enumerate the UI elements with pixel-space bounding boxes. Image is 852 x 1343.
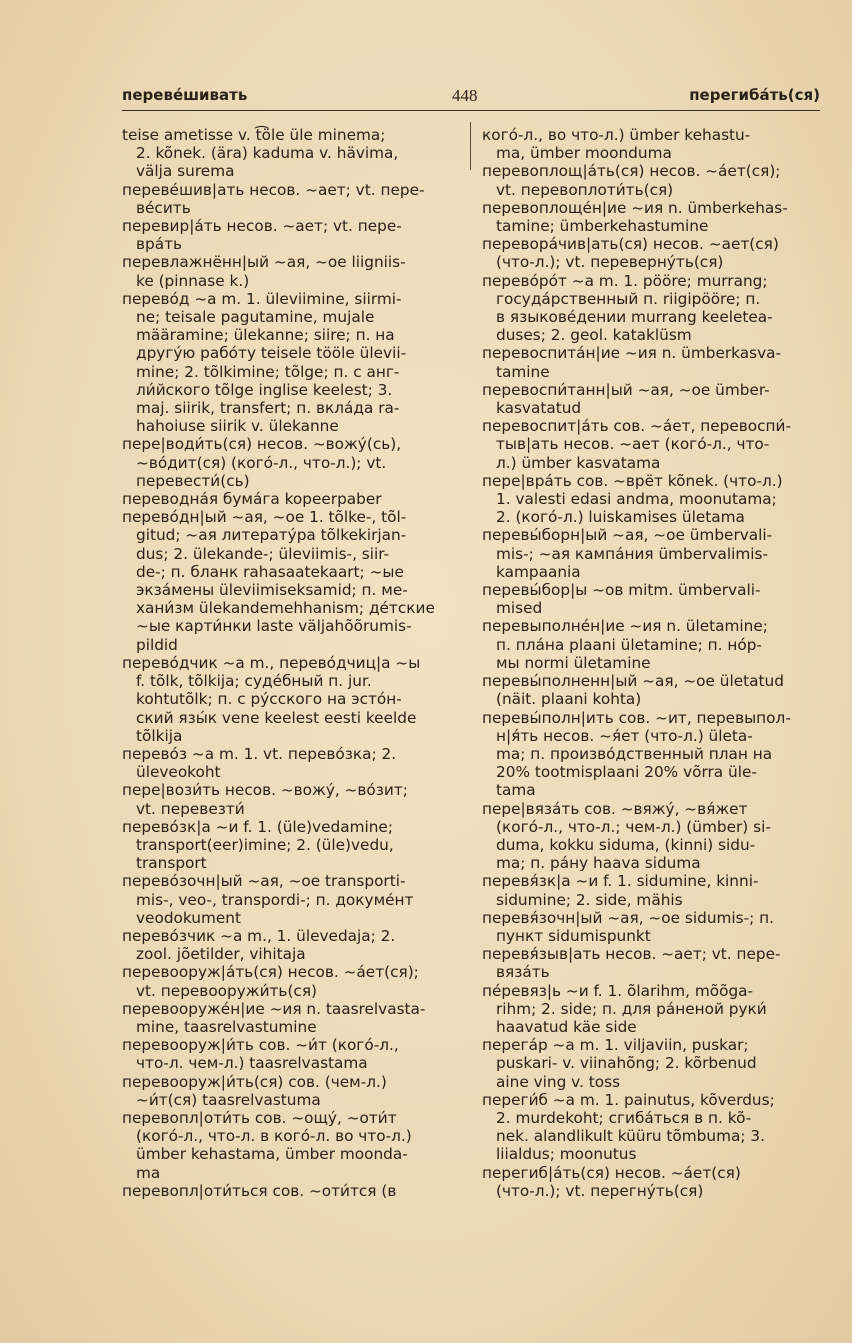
entry-line: тыв|ать несов. ~ает (кого́-л., что- (496, 435, 770, 454)
entry-line: ma; п. ра́ну haava siduma (496, 854, 701, 873)
dictionary-entry (122, 508, 462, 654)
dictionary-entry (482, 945, 820, 981)
entry-line: tõlkija (136, 726, 183, 745)
entry-line: п. пла́на plaani ületamine; п. но́р- (496, 635, 762, 654)
entry-line: ли́йского tõlge inglise keelest; 3. (136, 380, 393, 399)
entry-line: перевы́полн|ить сов. ~ит, перевыпол- (482, 708, 791, 727)
dictionary-entry (482, 472, 820, 527)
dictionary-entry (122, 1109, 462, 1182)
dictionary-entry (482, 1091, 820, 1164)
page-number: 448 (452, 86, 478, 105)
entry-line: перевооруж|и́ть(ся) сов. (чем-л.) (122, 1072, 387, 1091)
entry-line: перево́зк|а ~и f. 1. (üle)vedamine; (122, 817, 393, 836)
entry-line: перевоспита́н|ие ~ия n. ümberkasva- (482, 344, 782, 363)
entry-line: ümber kehastama, ümber moonda- (136, 1145, 408, 1164)
entry-line: ~во́дит(ся) (кого́-л., что-л.); vt. (136, 453, 387, 472)
entry-line: kampaania (496, 562, 581, 581)
entry-line: zool. jõetilder, vihitaja (136, 945, 306, 964)
left-column (122, 126, 462, 1200)
entry-line: перевя́зочн|ый ~ая, ~ое sidumis-; п. (482, 908, 775, 927)
entry-line: ~ые карти́нки laste väljahõõrumis- (136, 617, 412, 636)
column-divider (470, 122, 471, 170)
dictionary-entry (122, 1182, 462, 1200)
dictionary-entry (122, 1073, 462, 1109)
entry-line: tamine (496, 362, 550, 381)
entry-line: mis-, veo-, transpordi-; п. докуме́нт (136, 890, 414, 909)
entry-line: (кого́-л., что-л.; чем-л.) (ümber) si- (496, 817, 771, 836)
dictionary-entry (122, 290, 462, 436)
dictionary-entry (482, 235, 820, 271)
entry-line: kohtutõlk; п. с ру́сского на эсто́н- (136, 690, 402, 709)
entry-line: кого́-л., во что-л.) ümber kehastu- (482, 126, 751, 144)
entry-line: перево́дчик ~а m., перево́дчиц|а ~ы (122, 653, 421, 672)
entry-line: 1. valesti edasi andma, moonutama; (496, 490, 777, 509)
dictionary-entry (482, 199, 820, 235)
entry-line: перево́зчик ~а m., 1. ülevedaja; 2. (122, 926, 396, 945)
entry-line: veodokument (136, 908, 241, 927)
entry-line: перевора́чив|ать(ся) несов. ~ает(ся) (482, 235, 779, 254)
dictionary-entry (122, 181, 462, 217)
entry-line: перевопл|оти́ться сов. ~оти́тся (в (122, 1181, 397, 1200)
entry-line: перега́р ~а m. 1. viljaviin, puskar; (482, 1036, 749, 1055)
entry-line: перево́дн|ый ~ая, ~ое 1. tõlke-, tõl- (122, 508, 407, 527)
entry-line: перево́з ~а m. 1. vt. перево́зка; 2. (122, 744, 397, 763)
entry-line: tamine; ümberkehastumine (496, 217, 709, 236)
right-column (482, 126, 820, 1200)
dictionary-entry (482, 1036, 820, 1091)
entry-line: 20% tootmisplaani 20% võrra üle- (496, 763, 757, 782)
dictionary-entry (482, 1164, 820, 1200)
entry-line: (näit. plaani kohta) (496, 690, 642, 709)
entry-line: перегиб|а́ть(ся) несов. ~а́ет(ся) (482, 1163, 741, 1182)
entry-line: пере|вози́ть несов. ~вожу́, ~во́зит; (122, 781, 408, 800)
dictionary-entry (482, 800, 820, 873)
entry-line: de-; п. бланк rahasaatekaart; ~ые (136, 562, 404, 581)
entry-line: mis-; ~ая кампа́ния ümbervalimis- (496, 544, 769, 563)
entry-line: перевооруже́н|ие ~ия n. taasrelvasta- (122, 999, 426, 1018)
entry-line: перевоспи́танн|ый ~ая, ~ое ümber- (482, 380, 770, 399)
entry-line: перевоспит|а́ть сов. ~а́ет, перевоспи́- (482, 417, 792, 436)
entry-line: rihm; 2. side; п. для ра́неной руки́ (496, 999, 767, 1018)
entry-line: duma, kokku siduma, (kinni) sidu- (496, 835, 756, 854)
entry-line: перевя́зк|а ~и f. 1. sidumine, kinni- (482, 872, 759, 891)
entry-line: haavatud käe side (496, 1017, 637, 1036)
entry-line: ma (136, 1163, 161, 1182)
entry-line: перево́зочн|ый ~ая, ~ое transporti- (122, 872, 406, 891)
entry-line: üleveokoht (136, 763, 221, 782)
entry-line: экза́мены üleviimiseksamid; п. ме- (136, 581, 408, 600)
entry-line: пере|вра́ть сов. ~врёт kõnek. (что-л.) (482, 471, 783, 490)
dictionary-entry (122, 217, 462, 253)
entry-line: dus; 2. ülekande-; üleviimis-, siir- (136, 544, 390, 563)
entry-line: пере|води́ть(ся) несов. ~вожу́(сь), (122, 435, 402, 454)
entry-line: maj. siirik, transfert; п. вкла́да ra- (136, 399, 400, 418)
dictionary-entry (482, 909, 820, 945)
dictionary-entry (482, 417, 820, 472)
dictionary-entry (122, 963, 462, 999)
entry-line: aine ving v. toss (496, 1072, 621, 1091)
entry-line: вра́ть (136, 235, 183, 254)
entry-line: vt. перевооружи́ть(ся) (136, 981, 318, 1000)
dictionary-entry (122, 927, 462, 963)
entry-line: ве́сить (136, 198, 191, 217)
entry-line: перевя́зыв|ать несов. ~ает; vt. пере- (482, 945, 781, 964)
entry-line: другу́ю рабо́ту teisele tööle ülevii- (136, 344, 407, 363)
entry-line: л.) ümber kasvatama (496, 453, 661, 472)
dictionary-entry (122, 1036, 462, 1072)
entry-line: госуда́рственный п. riigipööre; п. (496, 289, 761, 308)
dictionary-entry (122, 435, 462, 490)
entry-line: перево́д ~а m. 1. üleviimine, siirmi- (122, 289, 402, 308)
entry-line: 2. kõnek. (ära) kaduma v. hävima, (136, 144, 399, 163)
entry-line: duses; 2. geol. kataklüsm (496, 326, 692, 345)
entry-line: 2. murdekoht; сгиба́ться в п. kõ- (496, 1108, 752, 1127)
entry-line: hahoiuse siirik v. ülekanne (136, 417, 339, 436)
entry-line: vt. перевоплоти́ть(ся) (496, 180, 674, 199)
dictionary-entry (482, 982, 820, 1037)
entry-line: перевоплощ|а́ть(ся) несов. ~а́ет(ся); (482, 162, 781, 181)
entry-line: перевы́бор|ы ~ов mitm. ümbervali- (482, 581, 761, 600)
dictionary-entry (482, 344, 820, 380)
entry-line: määramine; ülekanne; siire; п. на (136, 326, 395, 345)
entry-line: перевыполне́н|ие ~ия n. ületamine; (482, 617, 768, 636)
entry-line: перево́ро́т ~а m. 1. pööre; murrang; (482, 271, 768, 290)
entry-line: перевести́(сь) (136, 471, 250, 490)
entry-line: sidumine; 2. side, mähis (496, 890, 683, 909)
entry-line: переводна́я бума́га kopeerpaber (122, 490, 382, 509)
dictionary-entry (482, 381, 820, 417)
dictionary-entry (122, 872, 462, 927)
entry-line: перевы́полненн|ый ~ая, ~ое ületatud (482, 672, 784, 691)
entry-line: (что-л.); vt. перегну́ть(ся) (496, 1181, 704, 1200)
entry-line: mised (496, 599, 543, 618)
entry-line: перевир|а́ть несов. ~ает; vt. пере- (122, 217, 402, 236)
dictionary-entry (122, 253, 462, 289)
entry-line: переги́б ~а m. 1. painutus, kõverdus; (482, 1090, 775, 1109)
entry-line: mine, taasrelvastumine (136, 1017, 317, 1036)
dictionary-entry (122, 654, 462, 745)
dictionary-entry (122, 490, 462, 508)
entry-line: gitud; ~ая литерату́ра tõlkekirjan- (136, 526, 407, 545)
entry-line: vt. перевезти́ (136, 799, 245, 818)
dictionary-entry (482, 672, 820, 708)
entry-line: переве́шив|ать несов. ~ает; vt. пере- (122, 180, 425, 199)
entry-line: f. tõlk, tõlkija; суде́бный п. jur. (136, 672, 372, 691)
dictionary-entry (482, 526, 820, 581)
entry-line: мы normi ületamine (496, 653, 651, 672)
entry-line: ~и́т(ся) taasrelvastuma (136, 1090, 321, 1109)
dictionary-entry (482, 872, 820, 908)
entry-line: перевоплоще́н|ие ~ия n. ümberkehas- (482, 198, 788, 217)
dictionary-entry (122, 818, 462, 873)
entry-line: nek. alandlikult küüru tõmbuma; 3. (496, 1127, 765, 1146)
right-guide-word: перегиба́ть(ся) (689, 86, 820, 104)
entry-line: перевы́борн|ый ~ая, ~ое ümbervali- (482, 526, 773, 545)
entry-line: пе́ревяз|ь ~и f. 1. õlarihm, mõõga- (482, 981, 754, 1000)
entry-line: tama (496, 781, 536, 800)
entry-line: transport(eer)imine; 2. (üle)vedu, (136, 835, 394, 854)
entry-line: перевооруж|а́ть(ся) несов. ~а́ет(ся); (122, 963, 419, 982)
entry-line: teise ametisse v. t͡öle üle minema; (122, 126, 386, 144)
entry-line: ma, ümber moonduma (496, 144, 672, 163)
entry-line: вяза́ть (496, 963, 550, 982)
dictionary-entry (482, 126, 820, 162)
entry-line: н|я́ть несов. ~я́ет (что-л.) ületa- (496, 726, 753, 745)
entry-line: перевлажнённ|ый ~ая, ~ое liigniis- (122, 253, 406, 272)
dictionary-entry (482, 709, 820, 800)
dictionary-entry (482, 581, 820, 617)
entry-line: что-л. чем-л.) taasrelvastama (136, 1054, 368, 1073)
entry-line: (кого́-л., что-л. в кого́-л. во что-л.) (136, 1127, 412, 1146)
entry-line: хани́зм ülekandemehhanism; де́тские (136, 599, 435, 618)
dictionary-entry (122, 1000, 462, 1036)
entry-line: mine; 2. tõlkimine; tõlge; п. с анг- (136, 362, 400, 381)
left-guide-word: переве́шивать (122, 86, 248, 104)
dictionary-entry (482, 272, 820, 345)
dictionary-entry (122, 745, 462, 781)
entry-line: перевооруж|и́ть сов. ~и́т (кого́-л., (122, 1036, 399, 1055)
entry-line: (что-л.); vt. переверну́ть(ся) (496, 253, 724, 272)
entry-line: перевопл|оти́ть сов. ~ощу́, ~оти́т (122, 1108, 397, 1127)
entry-line: ke (pinnase k.) (136, 271, 250, 290)
header-rule (122, 110, 820, 111)
entry-line: 2. (кого́-л.) luiskamises ületama (496, 508, 745, 527)
entry-line: puskari- v. viinahõng; 2. kõrbenud (496, 1054, 757, 1073)
entry-line: ский язы́к vene keelest eesti keelde (136, 708, 417, 727)
entry-line: пункт sidumispunkt (496, 926, 651, 945)
entry-line: transport (136, 854, 207, 873)
entry-line: pildid (136, 635, 178, 654)
entry-line: kasvatatud (496, 399, 582, 418)
entry-line: в языкове́дении murrang keeletea- (496, 308, 773, 327)
entry-line: välja surema (136, 162, 235, 181)
entry-line: liialdus; moonutus (496, 1145, 637, 1164)
dictionary-entry (122, 126, 462, 181)
dictionary-entry (482, 617, 820, 672)
dictionary-entry (482, 162, 820, 198)
entry-line: ma; п. произво́дственный план на (496, 744, 773, 763)
entry-line: ne; teisale pagutamine, mujale (136, 308, 375, 327)
entry-line: пере|вяза́ть сов. ~вяжу́, ~вя́жет (482, 799, 748, 818)
page-header (122, 86, 820, 112)
dictionary-entry (122, 781, 462, 817)
